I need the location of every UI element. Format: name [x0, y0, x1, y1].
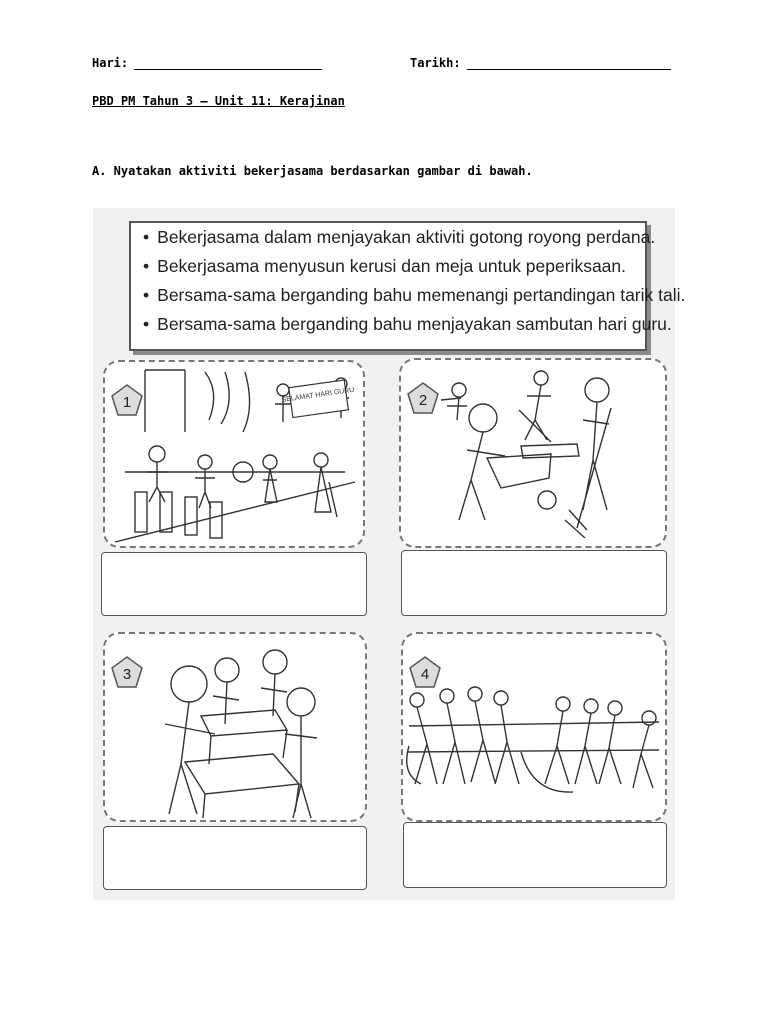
option-item: • Bekerjasama dalam menjayakan aktiviti gotong royong perdana.: [143, 223, 645, 252]
panel-number: 3: [122, 666, 132, 683]
option-item: • Bersama-sama berganding bahu memenangi pertandingan tarik tali.: [143, 281, 645, 310]
panel-number: 4: [420, 666, 430, 683]
date-label: Tarikh:: [410, 56, 461, 70]
picture-panel-4: [401, 632, 667, 822]
arranging-desks-illustration: [105, 634, 365, 820]
day-label: Hari:: [92, 56, 129, 70]
answer-box-1[interactable]: [101, 552, 367, 616]
number-badge-4: [409, 656, 441, 688]
day-blank-line[interactable]: [134, 57, 322, 70]
panel-number: 1: [122, 394, 132, 411]
worksheet-scan: [93, 208, 686, 900]
number-badge-3: [111, 656, 143, 688]
answer-box-2[interactable]: [401, 550, 667, 616]
number-badge-2: [407, 382, 439, 414]
worksheet-subtitle: PBD PM Tahun 3 – Unit 11: Kerajinan: [92, 94, 345, 108]
picture-panel-3: [103, 632, 367, 822]
picture-panel-2: [399, 358, 667, 548]
answer-box-3[interactable]: [103, 826, 367, 890]
day-field: [92, 56, 322, 70]
options-list: [131, 223, 686, 339]
tug-of-war-illustration: [403, 634, 665, 820]
banner-text: SELAMAT HARI GURU: [281, 386, 355, 404]
number-badge-1: [111, 384, 143, 416]
gotong-royong-illustration: [401, 360, 665, 546]
panel-number: 2: [418, 392, 428, 409]
hall-celebration-illustration: [105, 362, 363, 546]
option-item: • Bekerjasama menyusun kerusi dan meja untuk peperiksaan.: [143, 252, 645, 281]
answer-box-4[interactable]: [403, 822, 667, 888]
option-item: • Bersama-sama berganding bahu menjayakan sambutan hari guru.: [143, 310, 645, 339]
answer-options-box: [129, 221, 686, 351]
date-blank-line[interactable]: [467, 57, 671, 70]
date-field: [410, 56, 671, 70]
question-text: A. Nyatakan aktiviti bekerjasama berdasarkan gambar di bawah.: [92, 164, 533, 178]
picture-panel-1: [103, 360, 365, 548]
